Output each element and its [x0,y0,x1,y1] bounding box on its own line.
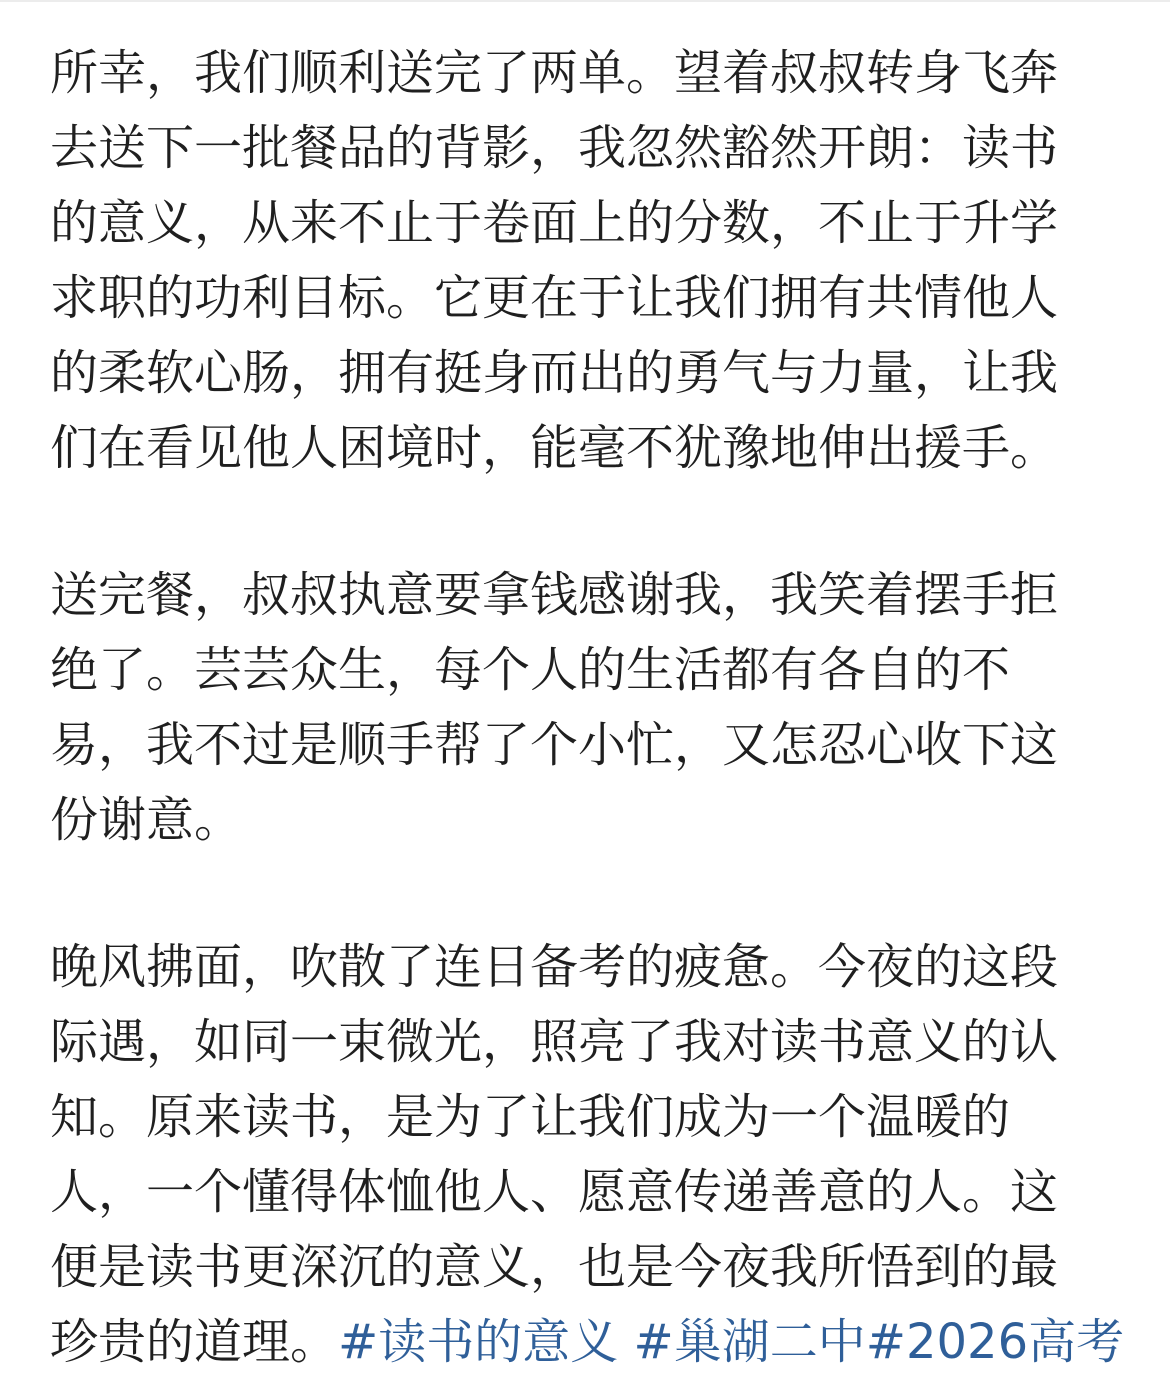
hashtag-link[interactable]: #读书的意义 [338,1314,619,1370]
paragraph-1 [50,36,1130,486]
text-line: 们在看见他人困境时，能毫不犹豫地伸出援手。 [50,420,1059,476]
text-line: 的柔软心肠，拥有挺身而出的勇气与力量，让我 [50,345,1059,401]
text-line: 际遇，如同一束微光，照亮了我对读书意义的认 [50,1014,1059,1070]
text-line: 晚风拂面，吹散了连日备考的疲惫。今夜的这段 [50,939,1059,995]
text-line: 绝了。芸芸众生，每个人的生活都有各自的不 [50,642,1011,698]
text-line: 的意义，从来不止于卷面上的分数，不止于升学 [50,195,1059,251]
paragraph-3 [50,930,1130,1380]
text-line: 送完餐，叔叔执意要拿钱感谢我，我笑着摆手拒 [50,567,1059,623]
post-body [50,36,1130,1380]
text-line: 份谢意。 [50,792,243,848]
paragraph-2 [50,558,1130,858]
text-line: 知。原来读书，是为了让我们成为一个温暖的 [50,1089,1011,1145]
top-divider [0,0,1170,2]
text-line: 易，我不过是顺手帮了个小忙，又怎忍心收下这 [50,717,1059,773]
text-line: 便是读书更深沉的意义，也是今夜我所悟到的最 [50,1239,1059,1295]
text-line-with-hashtags [50,1305,1130,1380]
text-line: 去送下一批餐品的背影，我忽然豁然开朗：读书 [50,120,1059,176]
text-line: 求职的功利目标。它更在于让我们拥有共情他人 [50,270,1059,326]
text-line: 人，一个懂得体恤他人、愿意传递善意的人。这 [50,1164,1059,1220]
hashtag-link[interactable]: #巢湖二中 [633,1314,866,1370]
hashtag-link[interactable]: #2026高考 [865,1314,1125,1370]
last-line-text: 珍贵的道理。 [50,1314,339,1370]
text-line: 所幸，我们顺利送完了两单。望着叔叔转身飞奔 [50,45,1059,101]
